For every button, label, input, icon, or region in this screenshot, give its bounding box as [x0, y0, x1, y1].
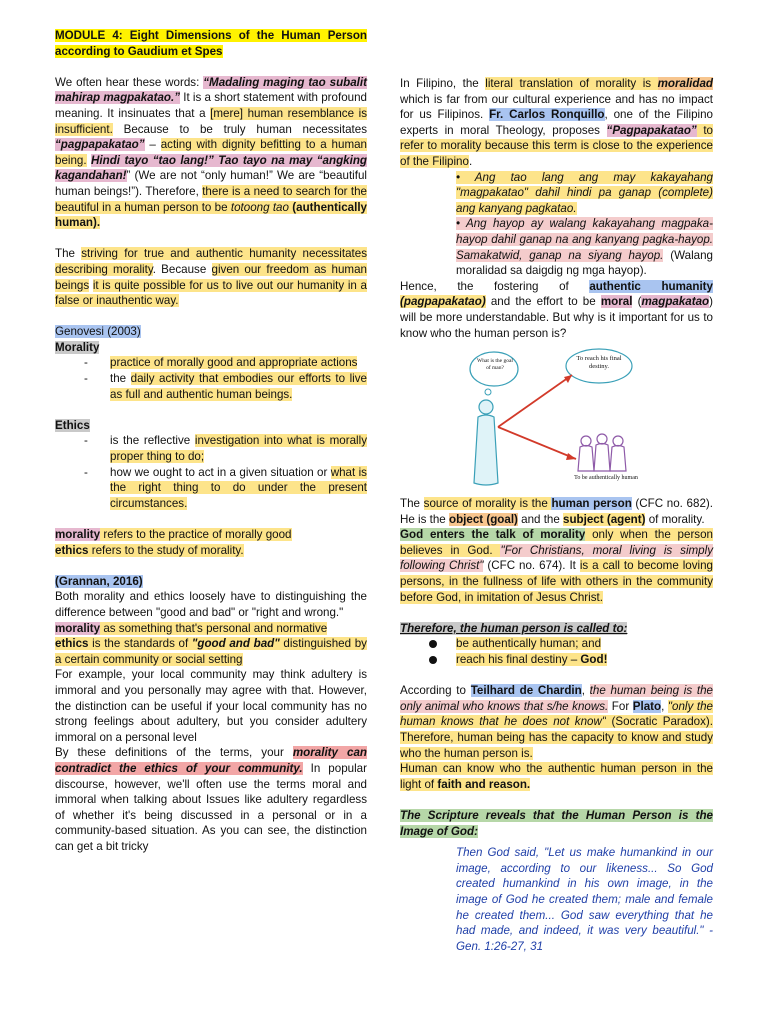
genovesi-citation: Genovesi (2003): [55, 325, 141, 339]
ethics-list: [55, 433, 367, 511]
person-figure: [474, 400, 498, 485]
genesis-verse: Then God said, "Let us make humankind in our image, according to our likeness... So God created humankind in his own image, in the image of God he created them; male and female he created them... God saw everything that he had made, and indeed, it was very beautiful." - Gen. 1:26-27, 31: [456, 846, 713, 953]
example-paragraph: For example, your local community may think adultery is immoral and you personally may agree with that. However, the distinction can be useful if your local community has no strong feelings about adultery, but you consider adultery immoral on a personal level: [55, 668, 367, 744]
list-item: reach his final destiny – God!: [456, 652, 713, 668]
list-item: - practice of morally good and appropriate actions: [110, 355, 367, 371]
group-figures: [578, 434, 626, 471]
god-enters-paragraph: God enters the talk of morality only when the person believes in God. "For Christians, moral living is simply following Christ" (CFC no. 674). It is a call to become loving persons, in the fullness of life with others in the community before God, in imitation of Jesus Christ.: [400, 528, 714, 604]
list-item: - how we ought to act in a given situation or what is the right thing to do under the present circumstances.: [110, 465, 367, 512]
ethics-standards: ethics is the standards of "good and bad" distinguished by a certain community or social setting: [55, 637, 367, 666]
bubble-left-text: What is the goal of man?: [477, 358, 513, 371]
ethics-label: Ethics: [55, 418, 90, 432]
right-column: [400, 76, 713, 954]
morality-personal: morality as something that's personal and normative: [55, 621, 328, 635]
arrow-head-down: [566, 453, 576, 460]
source-paragraph: The source of morality is the human person (CFC no. 682). He is the object (goal) and the subject (agent) of morality.: [400, 497, 713, 526]
intro-paragraph: We often hear these words: “Madaling maging tao subalit mahirap magpakatao.” It is a short statement with profound meaning. It insinuates that a [mere] human resemblance is insufficient. Because to be truly human necessitates “pagpapakatao” – acting with dignity befitting to a human being. Hindi tayo “tao lang!” Tao tayo na may “angking kagandahan!” (We are not “only human!” We are “beautiful human beings!”). Therefore, there is a need to search for the beautiful in a human person to be totoong tao (authentically human).: [55, 75, 368, 230]
human-destiny-figure: [400, 347, 713, 492]
morality-label: Morality: [55, 340, 100, 354]
bubble-right-text: To reach his final destiny.: [576, 355, 622, 371]
chardin-paragraph: According to Teilhard de Chardin, the human being is the only animal who knows that s/he knows. For Plato, "only the human knows that he does not know" (Socratic Paradox). Therefore, human being has the capacity to know and study who the human person is.: [400, 684, 714, 760]
list-item: - the daily activity that embodies our efforts to live as full and authentic human beings.: [110, 371, 367, 402]
grannan-citation: (Grannan, 2016): [55, 574, 143, 588]
therefore-heading: Therefore, the human person is called to:: [400, 621, 628, 635]
ethics-definition: ethics refers to the study of morality.: [55, 543, 244, 557]
morality-list: [55, 355, 367, 402]
called-list: [400, 636, 713, 667]
morality-definition: morality refers to the practice of morally good: [55, 528, 292, 541]
hence-paragraph: Hence, the fostering of authentic humanity (pagpapakatao) and the effort to be moral (magpakatao) will be more understandable. But why is it important for us to know who the human person is?: [400, 279, 714, 340]
both-paragraph: Both morality and ethics loosely have to distinguishing the difference between "good and bad" or "right and wrong.": [55, 590, 367, 619]
list-item: - is the reflective investigation into what is morally proper thing to do;: [110, 433, 367, 464]
filipino-paragraph: In Filipino, the literal translation of morality is moralidad which is far from our cultural experience and has no impact for us Filipinos. Fr. Carlos Ronquillo, one of the Filipino experts in moral Theology, proposes “Pagpapakatao” to refer to morality because this term is close to the experience of the Filipino.: [400, 77, 714, 168]
by-these-paragraph: By these definitions of the terms, your morality can contradict the ethics of your community. In popular discourse, however, we'll often use the terms moral and immoral when talking about Issues like adultery regardless of whether it's being discussed in a personal or in a community-based situation. As you can see, the distinction can get a bit tricky: [55, 746, 367, 853]
scripture-heading: The Scripture reveals that the Human Person is the Image of God:: [400, 808, 713, 838]
can-know-paragraph: Human can know who the authentic human person in the light of faith and reason.: [400, 762, 713, 791]
figure-illustration: [400, 347, 713, 492]
figure-caption: To be authentically human: [574, 475, 638, 482]
bubble-dot-left: [485, 389, 491, 395]
module-title: MODULE 4: Eight Dimensions of the Human Person according to Gaudium et Spes: [55, 29, 367, 58]
tagalog-bullet-1: • Ang tao lang ang may kakayahang "magpakatao" dahil hindi pa ganap (complete) ang kanyang pagkatao.: [456, 170, 713, 215]
list-item: be authentically human; and: [456, 636, 713, 652]
arrow-down: [498, 427, 576, 459]
tagalog-bullet-2: • Ang hayop ay walang kakayahang magpaka-hayop dahil ganap na ang kanyang pagka-hayop. Samakatwid, ganap na siyang hayop. (Walang moralidad sa daigdig ng mga hayop).: [456, 217, 713, 278]
striving-paragraph: The striving for true and authentic humanity necessitates describing morality. Because given our freedom as human beings it is quite possible for us to live out our humanity in a false or inauthentic way.: [55, 247, 367, 308]
left-column: [55, 28, 367, 854]
